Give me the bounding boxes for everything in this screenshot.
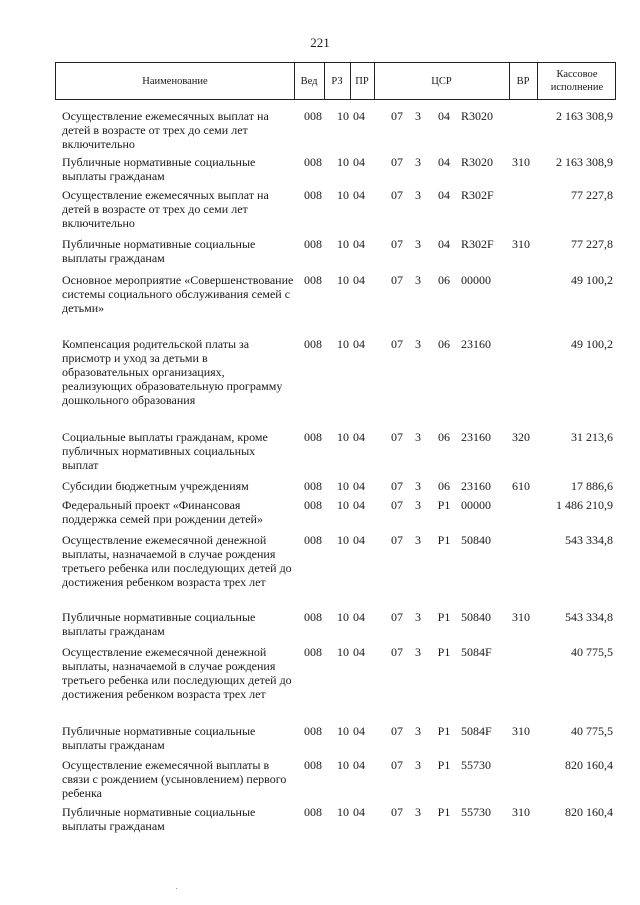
row-rz: 10 [337, 188, 349, 202]
row-ved: 008 [304, 479, 322, 493]
row-name: Социальные выплаты гражданам, кроме публичных нормативных социальных выплат [62, 430, 268, 472]
row-csr-event: 04 [438, 109, 450, 123]
row-csr-program: 07 [391, 805, 403, 819]
row-csr-event: 04 [438, 155, 450, 169]
row-name: Субсидии бюджетным учреждениям [62, 479, 249, 493]
row-csr-program: 07 [391, 155, 403, 169]
row-pr: 04 [353, 758, 365, 772]
row-csr-subprogram: 3 [415, 645, 421, 659]
row-sum: 2 163 308,9 [556, 155, 613, 169]
row-pr: 04 [353, 498, 365, 512]
row-ved: 008 [304, 237, 322, 251]
row-pr: 04 [353, 109, 365, 123]
row-csr-event: P1 [437, 498, 451, 512]
row-sum: 17 886,6 [571, 479, 613, 493]
row-csr-direction: 23160 [461, 479, 491, 493]
row-pr: 04 [353, 645, 365, 659]
row-csr-program: 07 [391, 273, 403, 287]
row-csr-direction: R302F [461, 188, 494, 202]
table-header [55, 62, 616, 100]
row-csr-subprogram: 3 [415, 430, 421, 444]
row-sum: 543 334,8 [565, 610, 613, 624]
page-number: 221 [310, 35, 330, 50]
row-ved: 008 [304, 430, 322, 444]
row-name: Публичные нормативные социальные выплаты гражданам [62, 610, 256, 638]
row-csr-event: P1 [437, 645, 451, 659]
row-sum: 49 100,2 [571, 337, 613, 351]
header-rz: РЗ [331, 75, 343, 87]
row-vr: 310 [512, 155, 530, 169]
row-pr: 04 [353, 724, 365, 738]
row-name: Основное мероприятие «Совершенствование системы социального обслуживания семей с детьми» [62, 273, 294, 315]
row-pr: 04 [353, 430, 365, 444]
row-csr-event: 04 [438, 188, 450, 202]
row-vr: 310 [512, 610, 530, 624]
row-csr-subprogram: 3 [415, 805, 421, 819]
row-csr-subprogram: 3 [415, 155, 421, 169]
row-csr-subprogram: 3 [415, 758, 421, 772]
row-csr-subprogram: 3 [415, 188, 421, 202]
row-ved: 008 [304, 337, 322, 351]
row-csr-subprogram: 3 [415, 109, 421, 123]
row-rz: 10 [337, 758, 349, 772]
row-ved: 008 [304, 805, 322, 819]
row-name: Осуществление ежемесячной денежной выплаты, назначаемой в случае рождения третьего ребенка или последующих детей до достижения ребенком возраста трех лет [62, 533, 292, 589]
row-rz: 10 [337, 237, 349, 251]
row-sum: 2 163 308,9 [556, 109, 613, 123]
row-csr-direction: 00000 [461, 498, 491, 512]
row-csr-event: 06 [438, 479, 450, 493]
row-rz: 10 [337, 273, 349, 287]
scan-speck [176, 888, 177, 889]
row-vr: 320 [512, 430, 530, 444]
row-rz: 10 [337, 109, 349, 123]
row-rz: 10 [337, 610, 349, 624]
row-csr-program: 07 [391, 109, 403, 123]
row-csr-event: 06 [438, 337, 450, 351]
row-ved: 008 [304, 758, 322, 772]
row-rz: 10 [337, 498, 349, 512]
row-sum: 31 213,6 [571, 430, 613, 444]
row-csr-event: 04 [438, 237, 450, 251]
row-pr: 04 [353, 479, 365, 493]
row-name: Компенсация родительской платы за присмотр и уход за детьми в образовательных организациях, реализующих образовательную программу дошкольного образования [62, 337, 283, 407]
row-sum: 40 775,5 [571, 645, 613, 659]
row-ved: 008 [304, 645, 322, 659]
row-pr: 04 [353, 805, 365, 819]
row-csr-program: 07 [391, 430, 403, 444]
row-csr-event: P1 [437, 758, 451, 772]
row-ved: 008 [304, 109, 322, 123]
row-pr: 04 [353, 533, 365, 547]
row-sum: 1 486 210,9 [556, 498, 613, 512]
row-csr-direction: R3020 [461, 109, 494, 123]
row-csr-direction: 5084F [461, 724, 492, 738]
header-csr: ЦСР [431, 75, 452, 87]
row-csr-event: P1 [437, 610, 451, 624]
row-name: Публичные нормативные социальные выплаты гражданам [62, 724, 256, 752]
row-pr: 04 [353, 188, 365, 202]
row-ved: 008 [304, 724, 322, 738]
row-pr: 04 [353, 273, 365, 287]
row-rz: 10 [337, 155, 349, 169]
row-csr-subprogram: 3 [415, 498, 421, 512]
header-pr: ПР [355, 75, 369, 87]
row-rz: 10 [337, 337, 349, 351]
row-csr-direction: 00000 [461, 273, 491, 287]
row-csr-program: 07 [391, 237, 403, 251]
row-csr-event: P1 [437, 805, 451, 819]
header-ved: Вед [300, 75, 318, 87]
row-sum: 543 334,8 [565, 533, 613, 547]
row-name: Осуществление ежемесячной выплаты в связи с рождением (усыновлением) первого ребенка [62, 758, 287, 800]
header-name: Наименование [142, 75, 208, 87]
row-sum: 40 775,5 [571, 724, 613, 738]
row-name: Осуществление ежемесячной денежной выплаты, назначаемой в случае рождения третьего ребенка или последующих детей до достижения ребенком возраста трех лет [62, 645, 292, 701]
row-csr-subprogram: 3 [415, 533, 421, 547]
row-csr-direction: 50840 [461, 610, 491, 624]
row-ved: 008 [304, 155, 322, 169]
header-sum-line2: исполнение [550, 82, 604, 93]
row-csr-program: 07 [391, 758, 403, 772]
row-csr-direction: 50840 [461, 533, 491, 547]
row-csr-direction: 23160 [461, 430, 491, 444]
row-csr-program: 07 [391, 479, 403, 493]
row-csr-program: 07 [391, 337, 403, 351]
row-csr-direction: R3020 [461, 155, 494, 169]
row-rz: 10 [337, 533, 349, 547]
row-sum: 820 160,4 [565, 758, 613, 772]
row-csr-subprogram: 3 [415, 273, 421, 287]
row-csr-program: 07 [391, 724, 403, 738]
row-ved: 008 [304, 610, 322, 624]
row-csr-subprogram: 3 [415, 337, 421, 351]
row-csr-event: 06 [438, 273, 450, 287]
row-csr-direction: 5084F [461, 645, 492, 659]
row-csr-program: 07 [391, 610, 403, 624]
row-rz: 10 [337, 724, 349, 738]
row-csr-direction: 55730 [461, 805, 491, 819]
row-csr-subprogram: 3 [415, 724, 421, 738]
row-sum: 77 227,8 [571, 188, 613, 202]
row-csr-subprogram: 3 [415, 237, 421, 251]
row-sum: 49 100,2 [571, 273, 613, 287]
row-vr: 610 [512, 479, 530, 493]
row-csr-subprogram: 3 [415, 610, 421, 624]
header-sum-line1: Кассовое [556, 69, 598, 80]
row-csr-program: 07 [391, 645, 403, 659]
row-pr: 04 [353, 337, 365, 351]
row-csr-direction: 55730 [461, 758, 491, 772]
row-name: Федеральный проект «Финансовая поддержка семей при рождении детей» [62, 498, 263, 526]
row-name: Осуществление ежемесячных выплат на детей в возрасте от трех до семи лет включительно [62, 188, 269, 230]
row-name: Публичные нормативные социальные выплаты гражданам [62, 155, 256, 183]
row-rz: 10 [337, 645, 349, 659]
row-pr: 04 [353, 610, 365, 624]
header-vr: ВР [516, 75, 530, 87]
row-csr-program: 07 [391, 533, 403, 547]
row-rz: 10 [337, 805, 349, 819]
row-rz: 10 [337, 479, 349, 493]
row-csr-subprogram: 3 [415, 479, 421, 493]
row-csr-event: P1 [437, 724, 451, 738]
row-ved: 008 [304, 273, 322, 287]
row-ved: 008 [304, 533, 322, 547]
row-vr: 310 [512, 724, 530, 738]
row-csr-program: 07 [391, 498, 403, 512]
row-csr-event: P1 [437, 533, 451, 547]
row-name: Публичные нормативные социальные выплаты гражданам [62, 237, 256, 265]
row-sum: 77 227,8 [571, 237, 613, 251]
row-csr-event: 06 [438, 430, 450, 444]
row-rz: 10 [337, 430, 349, 444]
row-ved: 008 [304, 498, 322, 512]
row-csr-direction: R302F [461, 237, 494, 251]
row-pr: 04 [353, 155, 365, 169]
row-csr-program: 07 [391, 188, 403, 202]
row-vr: 310 [512, 805, 530, 819]
row-sum: 820 160,4 [565, 805, 613, 819]
row-ved: 008 [304, 188, 322, 202]
row-name: Публичные нормативные социальные выплаты гражданам [62, 805, 256, 833]
row-pr: 04 [353, 237, 365, 251]
row-csr-direction: 23160 [461, 337, 491, 351]
row-vr: 310 [512, 237, 530, 251]
header-sum [537, 63, 617, 99]
row-name: Осуществление ежемесячных выплат на детей в возрасте от трех до семи лет включительно [62, 109, 269, 151]
